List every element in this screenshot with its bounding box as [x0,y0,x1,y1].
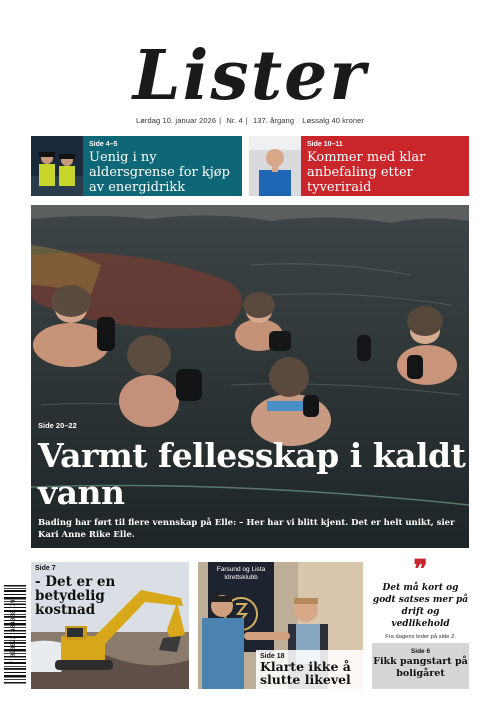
housing-headline: Fikk pangstart på boligåret [373,656,468,679]
club-caption [256,650,363,689]
issue-number: Nr. 4 [226,116,243,125]
hero-headline: Varmt fellesskap i kaldt vann [38,436,466,512]
teaser-energy-drink-photo [31,136,83,196]
barcode-number: 7 090023 404008 19 [10,599,17,665]
story-excavator[interactable] [31,562,189,689]
excavator-headline: - Det er en betydelig kostnad [35,574,116,618]
teaser-energy-drink[interactable] [31,136,242,196]
teaser-theft-raid-headline: Kommer med klar anbefaling etter tyveriraid [307,150,426,195]
quote-text: Det må kort og godt satses mer på drift og vedlikehold [372,583,469,629]
volume: 137. årgang [252,116,295,125]
club-headline: Klarte ikke å slutte likevel [260,659,351,687]
hero-lead: Bading har ført til flere vennskap på Elle: – Her har vi blitt kjent. Det er helt unikt, sier Kari Anne Rike Elle. [38,518,455,540]
masthead-logo: Lister [132,36,368,116]
teaser-energy-drink-page: Side 4–5 [89,141,118,148]
teaser-energy-drink-headline: Uenig i ny aldersgrense for kjøp av energidrikk [89,150,230,195]
teaser-theft-raid[interactable] [249,136,469,196]
price: Løssalg 40 kroner [302,116,365,125]
quote-source: Fra dagens leder på side 2. [385,634,456,640]
housing-page: Side 6 [410,648,431,655]
teaser-theft-raid-page: Side 10–11 [307,141,343,148]
story-club[interactable] [198,562,363,689]
dateline: Lørdag 10. januar 2026 | Nr. 4 | 137. årgang Løssalg 40 kroner [0,116,500,125]
excavator-page: Side 7 [35,565,56,572]
hero-page: Side 20–22 [38,421,77,430]
club-page: Side 18 [260,653,285,660]
story-housing[interactable] [372,643,469,689]
hero-story[interactable] [31,205,469,548]
teaser-theft-raid-photo [249,136,301,196]
quote-mark-icon: ❞ [413,555,428,585]
editorial-quote[interactable] [372,555,469,640]
club-sign: Farsund og Lista Idrettsklubb [216,566,266,581]
issue-date: Lørdag 10. januar 2026 [135,116,217,125]
